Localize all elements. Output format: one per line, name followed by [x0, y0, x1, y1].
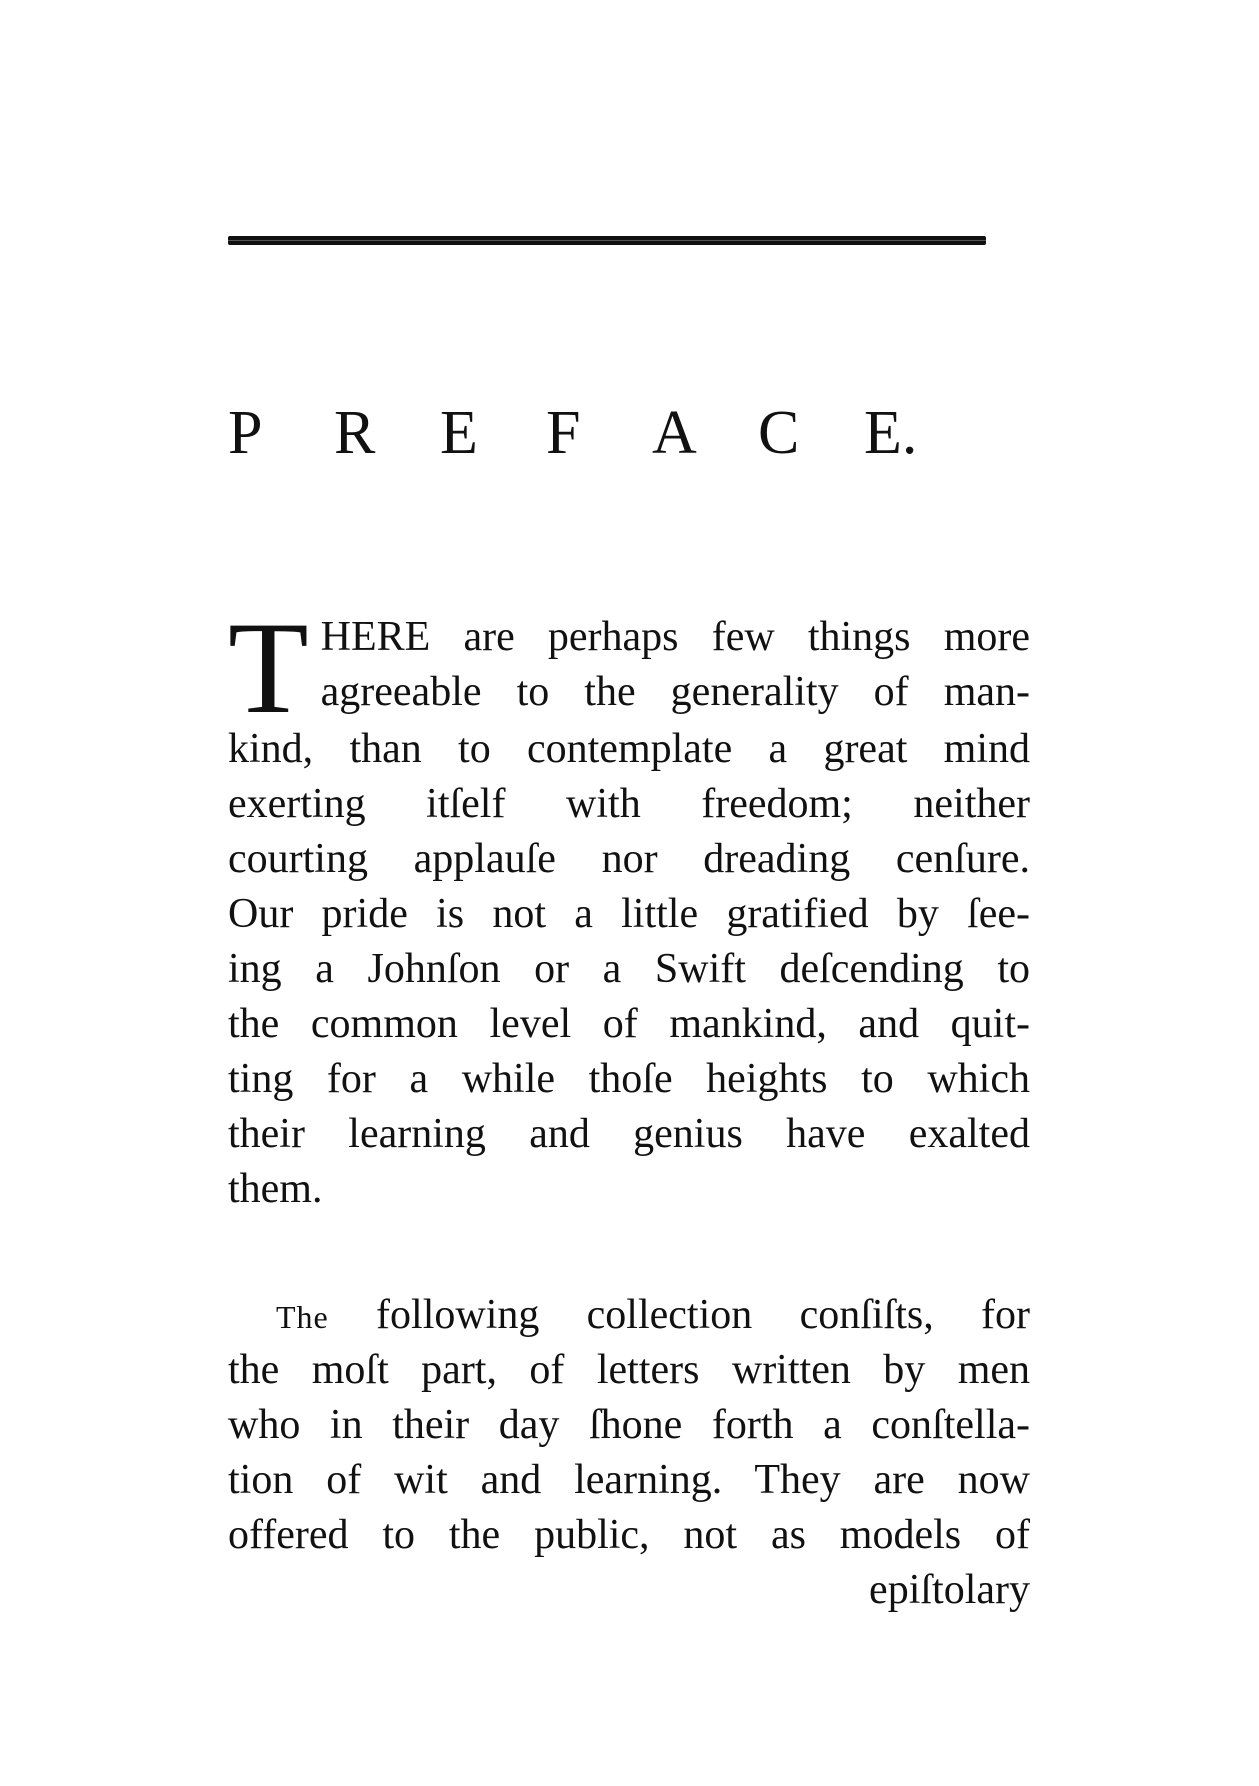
- catchword: epiſtolary: [869, 1567, 1030, 1613]
- text-line: agreeable to the generality of man-: [320, 669, 1030, 715]
- text-line: the moſt part, of letters written by men: [228, 1347, 1030, 1393]
- text-line: HERE are perhaps few things more: [320, 614, 1030, 660]
- text-line: Our pride is not a little gratified by ſee-: [228, 891, 1030, 937]
- text-line: tion of wit and learning. They are now: [228, 1457, 1030, 1503]
- text-line: exerting itſelf with freedom; neither: [228, 781, 1030, 827]
- title-letter: E: [440, 399, 478, 467]
- text-line: kind, than to contemplate a great mind: [228, 726, 1030, 772]
- paragraph-1: [228, 594, 1030, 1217]
- text-fragment: following collection conſiſts, for: [328, 1292, 1030, 1338]
- title-letter: A: [652, 399, 697, 467]
- title-letter: R: [334, 399, 376, 467]
- title-letter: F: [546, 399, 581, 467]
- drop-cap: T: [228, 594, 309, 741]
- title-letter: C: [758, 399, 800, 467]
- text-line: their learning and genius have exalted: [228, 1111, 1030, 1157]
- paragraph-2: [228, 1288, 1030, 1618]
- text-line: the common level of mankind, and quit-: [228, 1001, 1030, 1047]
- title-letter: P: [228, 399, 263, 467]
- text-line: ting for a while thoſe heights to which: [228, 1056, 1030, 1102]
- small-caps-lead: The: [276, 1299, 329, 1335]
- text-line: [228, 1288, 1030, 1343]
- text-line: ing a Johnſon or a Swift deſcending to: [228, 946, 1030, 992]
- text-line: courting applauſe nor dreading cenſure.: [228, 836, 1030, 882]
- decorative-rule: [228, 236, 986, 245]
- text-line: them.: [228, 1166, 323, 1212]
- title-letter: E.: [864, 399, 918, 467]
- page-title: [228, 398, 1028, 468]
- text-line: offered to the public, not as models of: [228, 1512, 1030, 1558]
- text-line: who in their day ſhone forth a conſtella-: [228, 1402, 1030, 1448]
